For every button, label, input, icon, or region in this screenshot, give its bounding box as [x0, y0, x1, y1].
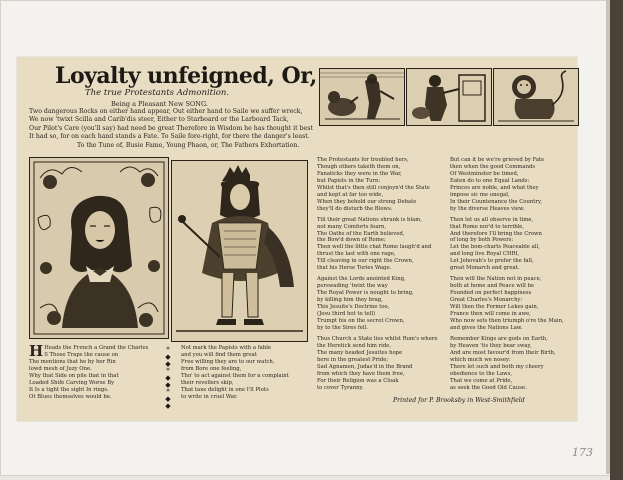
- verse-line: and gives the Nations Law.: [450, 324, 523, 331]
- broadside-sheet: [17, 57, 577, 421]
- woodcut-figure-with-beast: [319, 68, 405, 126]
- king-woodcut: [171, 160, 308, 342]
- verse-line: Then let us all observe in time,: [450, 216, 534, 223]
- verse-line: S Those Traps the cause on: [44, 351, 119, 358]
- verse-line: The Protestants for troubled hers,: [317, 157, 409, 163]
- verse-line: Let the bom-charts Peaceable all,: [450, 244, 540, 251]
- verse-line: not many Comforts fearn,: [317, 223, 387, 230]
- verse-line: That we come at Pride,: [450, 377, 513, 384]
- woodcut-strip: [319, 68, 577, 126]
- ornament-glyph: ◆: [165, 402, 171, 410]
- verse-line: It Is a tight the sight In rings.: [29, 386, 109, 393]
- opening-verse: [29, 108, 319, 141]
- verse-line: When they behold our strong Debate: [317, 198, 417, 205]
- verse-line: That taxe delight in one I'll Plots: [181, 386, 269, 393]
- tune-line: To the Tune of, Busie Fame, Young Phaon, or, The Fathers Exhortation.: [77, 142, 300, 149]
- text-column-1: [317, 157, 439, 392]
- ornament-glyph: ◆: [165, 353, 171, 361]
- verse-line: Let Jehovah's to prefer the fall,: [450, 258, 534, 265]
- verse-line: that Rome nor'd to terrible,: [450, 223, 525, 230]
- verse-line: then when the good Commands: [450, 163, 536, 170]
- verse-line: Of Westminster be timed,: [450, 170, 519, 177]
- portrait-woodcut: [29, 157, 169, 339]
- verse-line: The many headed Jesuites hope: [317, 349, 403, 356]
- verse-line: Till cleaving in our right the Crown,: [317, 258, 414, 265]
- verse-line: Who now sets then triumph o're the Main,: [450, 317, 564, 324]
- verse-line: impose sic me unegal,: [450, 191, 510, 198]
- verse-line: and kept at far too wide,: [317, 191, 384, 198]
- ballad-title: Loyalty unfeigned, Or,: [55, 63, 317, 89]
- ornament-glyph: ◆: [165, 360, 171, 368]
- verse-line: In their Countenance the Country,: [450, 198, 542, 205]
- verse-line: that his Herse Tories Wage.: [317, 265, 392, 272]
- verse-line: And therefore I'll bring the Crown: [450, 230, 542, 237]
- verse-line: great Monarch and great.: [450, 265, 520, 272]
- verse-line: Not mark the Papists with a fable: [181, 345, 272, 351]
- verse-line: France then will come in awe,: [450, 311, 531, 318]
- verse-line: as seek the Good Old Cause.: [450, 384, 527, 391]
- verse-line: obedience to the Laws,: [450, 370, 513, 377]
- verse-line: Against the Lords anointed King,: [317, 276, 406, 283]
- verse-line: which much we nosey:: [450, 356, 511, 363]
- verse-line: the Heretick send him ride,: [317, 342, 392, 349]
- verse-line: both at home and Peace will be: [450, 283, 535, 290]
- verse-line: by the diverse Heaves view.: [450, 205, 525, 212]
- verse-line: Two dangerous Rocks on either hand appear, Out either hand to Saile we suffer wreck,: [29, 108, 303, 115]
- ballad-subtitle: The true Protestants Admonition.: [85, 88, 230, 98]
- woodcut-figure-at-door: [406, 68, 492, 126]
- verse-line: from Bore one feeling,: [181, 365, 242, 372]
- verse-line: to cover Tyranny.: [317, 384, 364, 391]
- woodcut-lion: [493, 68, 579, 126]
- verse-line: Princes are noble, and what they: [450, 184, 539, 191]
- verse-line: Our Pilot's Care (you'll say) had need be great Therefore in Wisdom he has thought it best: [29, 124, 313, 132]
- verse-line: Great Charles's Monarchy:: [450, 297, 523, 304]
- verse-line: The Royal Power is nought to bring,: [317, 290, 414, 297]
- verse-line: and you will find them great: [181, 351, 257, 358]
- verse-line: Free willing they are to our watch,: [181, 358, 275, 365]
- verse-line: Heads the French a Grand the Charles: [44, 345, 149, 351]
- ballad-intro: Being a Pleasant New SONG.: [111, 100, 208, 108]
- ornament-glyph: ◆: [165, 395, 171, 403]
- verse-line: thrust the last with one rage,: [317, 251, 396, 258]
- ornament-glyph: *: [166, 388, 170, 396]
- verse-line: Eaten do to one Equal Lands:: [450, 177, 530, 184]
- printer-imprint: Printed for P. Brooksby in West-Smithfield: [393, 397, 525, 404]
- verse-line: their revellers skip,: [181, 379, 234, 386]
- book-spine-edge: [610, 0, 623, 480]
- verse-line: by Heaven 'tis they bear sway,: [450, 342, 532, 349]
- verse-line: they'll do disturb the Blows.: [317, 205, 393, 212]
- verse-line: The Oaths of the Earth believed,: [317, 230, 405, 237]
- verse-line: This Jesuite's Doctrine too,: [317, 304, 390, 311]
- verse-line: Loaded Shife Carving Worse By: [29, 379, 115, 386]
- verse-line: from which they have them free,: [317, 370, 405, 377]
- verse-line: We now 'twixt Scilla and Carib'dis steer, Either to Starboard or the Larboard Tack,: [29, 116, 289, 124]
- verse-line: but Papists in the Turn:: [317, 177, 381, 184]
- verse-line: Ot Blues themselves would be.: [29, 393, 112, 400]
- verse-line: and long live Royal CHRI,: [450, 251, 520, 258]
- printers-ornament-column: [162, 347, 174, 410]
- verse-line: Remember Kings are gods on Earth,: [450, 335, 548, 342]
- verse-line: There let such and both my cheery: [450, 363, 544, 370]
- verse-line: For their Religion was a Cloak: [317, 377, 399, 384]
- bottom-verse-1: [29, 342, 159, 401]
- ornament-glyph: ◆: [165, 381, 171, 389]
- archive-pencil-mark: 173: [572, 446, 593, 459]
- verse-line: Till their great Nations shrunk is blam,: [317, 216, 422, 223]
- verse-line: perswading 'twixt the way: [317, 283, 388, 290]
- verse-line: Will then the Former Lekes gain,: [450, 304, 539, 311]
- verse-line: (Jesu third hot to tell): [317, 311, 376, 318]
- verse-line: by to the Sires fell.: [317, 324, 368, 331]
- verse-line: Sad Agnamen, Judas'd in the Brand: [317, 363, 413, 370]
- verse-line: Then well the little chat Rome laugh'd and: [317, 244, 432, 251]
- verse-line: And are most favour'd from their Birth,: [450, 349, 556, 356]
- verse-line: the Bow'd down of Rome;: [317, 237, 386, 244]
- verse-line: of long by both Powers:: [450, 237, 514, 244]
- verse-line: Then will the Nation not in peace,: [450, 276, 542, 283]
- verse-line: by killing him they brag,: [317, 297, 383, 304]
- verse-line: Why that Side on pile that in that: [29, 372, 119, 379]
- verse-line: The mentions that he by her Rin: [29, 358, 116, 365]
- verse-line: Fanaticks they were in the War,: [317, 170, 402, 177]
- verse-line: It had so, for on each hand stands a Fate. To Saile fore-right, for there the danger's least.: [29, 132, 310, 140]
- verse-line: to write in cruel War.: [181, 393, 238, 400]
- verse-line: Tho' to act against them for a complaint: [181, 372, 289, 379]
- verse-line: Thus Church a State lies whilst Rom's where: [317, 335, 438, 342]
- text-column-2: [450, 157, 572, 392]
- verse-line: But can it be we're grieved by Fate: [450, 157, 545, 163]
- verse-line: Trumpt his on the secret Crown,: [317, 317, 405, 324]
- verse-line: Founded on perfect happiness: [450, 290, 532, 297]
- verse-line: Though others taketh them on,: [317, 163, 401, 170]
- verse-line: Whilst that's then still conjoyn'd the State: [317, 184, 430, 191]
- ornament-glyph: ◆: [165, 374, 171, 382]
- ornament-glyph: *: [166, 367, 170, 375]
- verse-line: lowd mesh of Juzy One.: [29, 365, 92, 372]
- verse-line: here in the greatest Pride;: [317, 356, 389, 363]
- ornament-glyph: *: [166, 346, 170, 354]
- bottom-verse-2: [181, 345, 311, 401]
- drop-cap-ornament: H: [29, 342, 44, 360]
